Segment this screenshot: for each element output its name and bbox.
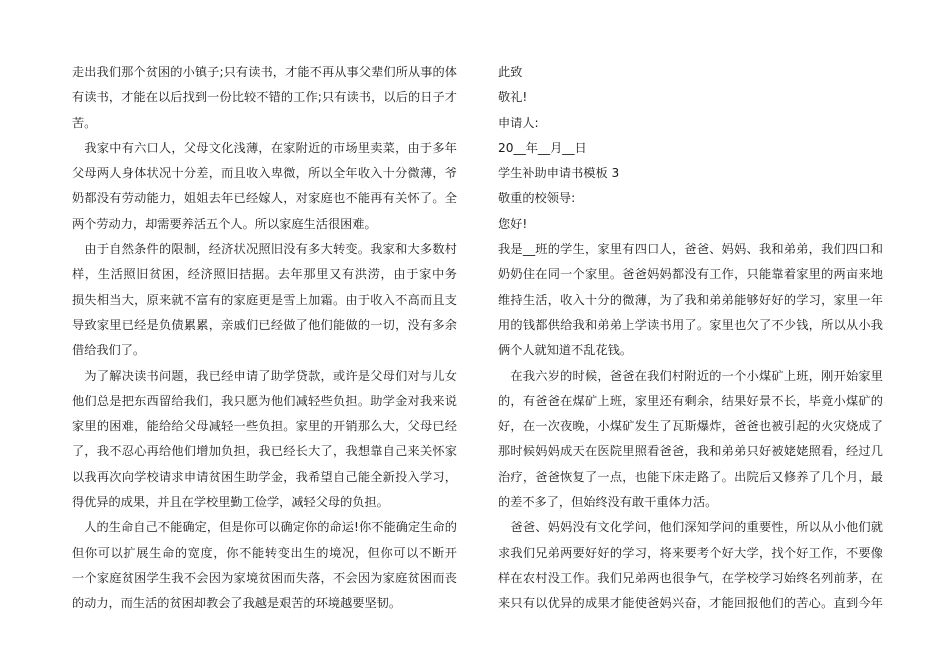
left-column-line: 样，生活照旧贫困，经济照旧拮据。去年那里又有洪涝，由于家中务 [72, 267, 457, 282]
right-column-line: 申请人: [498, 115, 539, 130]
right-column-line: 样在农村没工作。我们兄弟两也很争气，在学校学习始终名列前茅，在 [498, 570, 883, 585]
left-column-line: 导致家里已经是负债累累，亲戚们已经做了他们能做的一切，没有多余 [72, 317, 457, 332]
right-column-line: 学生补助申请书模板 3 [498, 166, 620, 181]
right-column-line: 我是__班的学生，家里有四口人，爸爸、妈妈、我和弟弟，我们四口和 [498, 242, 883, 257]
right-column-line: 俩个人就知道不乱花钱。 [498, 343, 633, 358]
left-column-line: 奶都没有劳动能力，姐姐去年已经嫁人，对家庭也不能再有关怀了。全 [72, 191, 457, 206]
left-column-line: 父母两人身体状况十分差，而且收入卑微，所以全年收入十分微薄，爷 [72, 166, 457, 181]
left-column-line: 以我再次向学校请求申请贫困生助学金，我希望自己能全新投入学习， [72, 469, 457, 484]
right-column-line: 奶奶住在同一个家里。爸爸妈妈都没有工作，只能靠着家里的两亩来地 [498, 267, 883, 282]
right-column-line: 那时候妈妈成天在医院里照看爸爸，我和弟弟只好被姥姥照看，经过几 [498, 444, 883, 459]
left-column-line: 了，我不忍心再给他们增加负担，我已经长大了，我想靠自己来关怀家 [72, 444, 457, 459]
right-column-line: 的，有爸爸在煤矿上班，家里还有剩余，结果好景不长，毕竟小煤矿的 [498, 393, 883, 408]
right-text-column [498, 60, 883, 617]
left-text-column [72, 60, 457, 617]
left-column-line: 的动力，而生活的贫困却教会了我越是艰苦的环境越要坚韧。 [72, 596, 402, 611]
right-column-line: 求我们兄弟两要好好的学习，将来要考个好大学，找个好工作，不要像 [498, 545, 883, 560]
right-column-line: 在我六岁的时候，爸爸在我们村附近的一个小煤矿上班，刚开始家里 [510, 368, 883, 383]
left-column-line: 一个家庭贫困学生我不会因为家境贫困而失落，不会因为家庭贫困而丧 [72, 570, 457, 585]
right-column-line: 用的钱都供给我和弟弟上学读书用了。家里也欠了不少钱，所以从小我 [498, 317, 883, 332]
left-column-line: 走出我们那个贫困的小镇子;只有读书，才能不再从事父辈们所从事的体 [72, 65, 457, 79]
right-column-line: 爸爸、妈妈没有文化学问，他们深知学问的重要性，所以从小他们就 [510, 520, 883, 535]
left-column-line: 两个劳动力，却需要养活五个人。所以家庭生活很困难。 [72, 216, 377, 231]
right-column-line: 敬礼! [498, 90, 528, 105]
left-column-line: 得优异的成果，并且在学校里勤工俭学，减轻父母的负担。 [72, 495, 389, 510]
right-column-line: 治疗，爸爸恢复了一点，也能下床走路了。出院后又修养了几个月，最 [498, 469, 883, 484]
right-column-line: 您好! [498, 216, 528, 231]
left-column-line: 为了解决读书问题，我已经申请了助学贷款，或许是父母们对与儿女 [84, 368, 457, 383]
left-column-line: 家里的困难，能给给父母减轻一些负担。家里的开销那么大，父母已经 [72, 419, 457, 434]
left-column-line: 人的生命自己不能确定，但是你可以确定你的命运!你不能确定生命的 [84, 520, 457, 535]
right-column-line: 维持生活，收入十分的微薄，为了我和弟弟能够好好的学习，家里一年 [498, 292, 883, 307]
right-column-line: 来只有以优异的成果才能使爸妈兴奋，才能回报他们的苦心。直到今年 [498, 596, 883, 611]
right-column-line: 此致 [498, 65, 523, 79]
right-column-line: 好，在一次夜晚，小煤矿发生了瓦斯爆炸，爸爸也被引起的火灾烧成了 [498, 419, 883, 434]
left-column-line: 借给我们了。 [72, 343, 146, 358]
left-column-line: 他们总是把东西留给我们，我只愿为他们减轻些负担。助学金对我来说 [72, 393, 457, 408]
left-column-line: 但你可以扩展生命的宽度，你不能转变出生的境况，但你可以不断开 [72, 545, 457, 560]
right-column-line: 的差不多了，但始终没有敢干重体力活。 [498, 495, 718, 510]
right-column-line: 20__年__月__日 [498, 140, 587, 155]
left-column-line: 我家中有六口人，父母文化浅薄，在家附近的市场里卖菜，由于多年 [84, 140, 457, 155]
left-column-line: 苦。 [72, 115, 97, 130]
left-column-line: 损失相当大，原来就不富有的家庭更是雪上加霜。由于收入不高而且支 [72, 292, 457, 307]
right-column-line: 敬重的校领导: [498, 191, 576, 206]
left-column-line: 由于自然条件的限制，经济状况照旧没有多大转变。我家和大多数村 [84, 242, 457, 257]
left-column-line: 有读书，才能在以后找到一份比较不错的工作;只有读书，以后的日子才 [72, 90, 457, 105]
